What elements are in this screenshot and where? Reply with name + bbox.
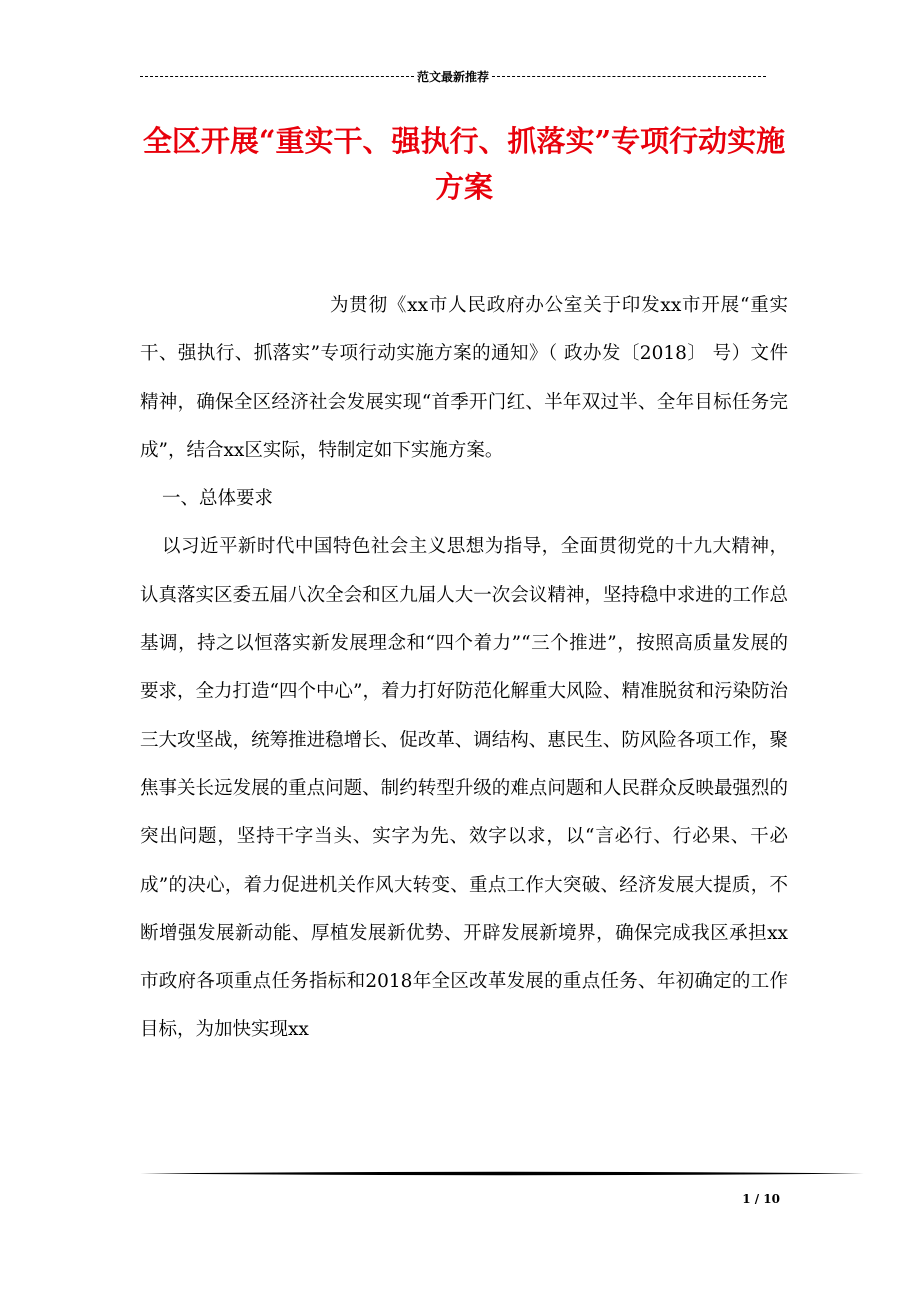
- intro-paragraph: 为贯彻《xx市人民政府办公室关于印发xx市开展“重实干、强执行、抓落实”专项行动实施方案的通知》（ 政办发〔2018〕 号）文件精神，确保全区经济社会发展实现“首季开门红、半年双过半、全年目标任务完成”，结合xx区实际，特制定如下实施方案。: [140, 295, 788, 461]
- page-number: 1 / 10: [742, 1192, 780, 1206]
- section-heading: 一、总体要求: [162, 488, 274, 510]
- document-title: 全区开展“重实干、强执行、抓落实”专项行动实施方案: [142, 124, 786, 204]
- document-body: [140, 282, 788, 1055]
- page-header: [140, 68, 766, 84]
- header-dash-left: [140, 76, 414, 77]
- body-paragraph: 以习近平新时代中国特色社会主义思想为指导，全面贯彻党的十九大精神，认真落实区委五届八次全会和区九届人大一次会议精神，坚持稳中求进的工作总基调，持之以恒落实新发展理念和“四个着力”“三个推进”，按照高质量发展的要求，全力打造“四个中心”，着力打好防范化解重大风险、精准脱贫和污染防治三大攻坚战，统筹推进稳增长、促改革、调结构、惠民生、防风险各项工作，聚焦事关长远发展的重点问题、制约转型升级的难点问题和人民群众反映最强烈的突出问题，坚持干字当头、实字为先、效字以求，以“言必行、行必果、干必成”的决心，着力促进机关作风大转变、重点工作大突破、经济发展大提质，不断增强发展新动能、厚植发展新优势、开辟发展新境界，确保完成我区承担xx市政府各项重点任务指标和2018年全区改革发展的重点任务、年初确定的工作目标，为加快实现xx: [140, 536, 788, 1041]
- header-dash-right: [492, 76, 766, 77]
- footer-rule: [140, 1171, 864, 1176]
- header-label: 范文最新推荐: [417, 69, 490, 84]
